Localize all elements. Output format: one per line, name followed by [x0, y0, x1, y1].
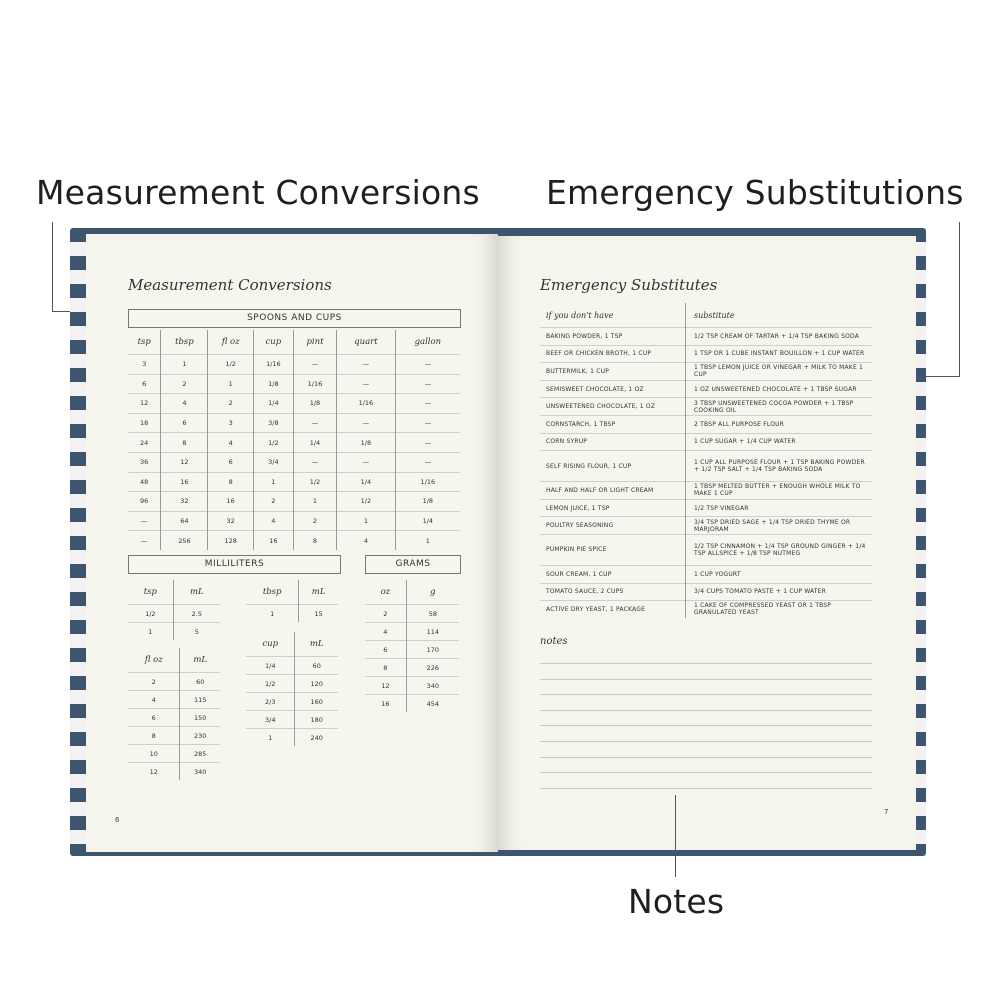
- table-cell: 8: [161, 433, 208, 453]
- right-page-number: 7: [884, 808, 889, 816]
- column-header: oz: [380, 587, 391, 597]
- table-row: [365, 641, 459, 659]
- table-cell: 2.5: [173, 605, 220, 623]
- table-cell: 1/16: [293, 374, 336, 394]
- table-row: [540, 517, 872, 535]
- grams-header: GRAMS: [365, 555, 461, 574]
- table-row: [128, 691, 220, 709]
- table-cell: 114: [406, 623, 459, 641]
- table-row: [128, 745, 220, 763]
- table-row: [540, 565, 872, 583]
- table-cell: —: [395, 433, 460, 453]
- table-cell: 24: [128, 433, 161, 453]
- table-row: [128, 673, 220, 691]
- table-cell: 180: [295, 711, 338, 729]
- table-cell: 16: [161, 472, 208, 492]
- column-header: tbsp: [262, 587, 282, 597]
- table-cell: 1: [253, 472, 293, 492]
- table-cell: 6: [365, 641, 406, 659]
- leader-line-left-vertical: [52, 222, 53, 312]
- table-row: [365, 605, 459, 623]
- column-header: tsp: [137, 337, 151, 347]
- milliliters-tsp-table: [128, 580, 220, 640]
- table-cell: 1/2 TSP CREAM OF TARTAR + 1/4 TSP BAKING SODA: [686, 328, 873, 346]
- table-cell: 5: [173, 623, 220, 641]
- table-cell: 6: [128, 374, 161, 394]
- column-header: cup: [253, 330, 293, 355]
- table-cell: 1/2: [293, 472, 336, 492]
- table-cell: 4: [253, 511, 293, 531]
- table-cell: 1/2: [246, 675, 295, 693]
- table-cell: 3/4 CUPS TOMATO PASTE + 1 CUP WATER: [686, 583, 873, 601]
- note-line: [540, 788, 872, 789]
- table-cell: 1/8: [395, 492, 460, 512]
- table-cell: 1: [128, 623, 173, 641]
- table-cell: 3/4 TSP DRIED SAGE + 1/4 TSP DRIED THYME OR MARJORAM: [686, 517, 873, 535]
- table-cell: 2/3: [246, 693, 295, 711]
- emergency-substitutes-table: [540, 303, 872, 618]
- table-cell: 1 CUP SUGAR + 1/4 CUP WATER: [686, 433, 873, 451]
- table-cell: 3/4: [253, 452, 293, 472]
- table-cell: SEMISWEET CHOCOLATE, 1 OZ: [540, 380, 686, 398]
- table-cell: 3/8: [253, 413, 293, 433]
- table-cell: 16: [253, 531, 293, 550]
- table-cell: 4: [161, 394, 208, 414]
- milliliters-cup-table: [246, 632, 338, 746]
- column-header: fl oz: [208, 330, 253, 355]
- table-cell: 1 CUP ALL PURPOSE FLOUR + 1 TSP BAKING POWDER + 1/2 TSP SALT + 1/4 TSP BAKING SODA: [686, 451, 873, 482]
- note-line: [540, 725, 872, 726]
- grams-table: [365, 580, 459, 712]
- table-cell: 1 TSP OR 1 CUBE INSTANT BOUILLON + 1 CUP WATER: [686, 345, 873, 363]
- notes-label: notes: [540, 636, 568, 647]
- table-row: [128, 433, 460, 453]
- table-row: [540, 380, 872, 398]
- table-cell: —: [128, 531, 161, 550]
- table-row: [128, 472, 460, 492]
- note-line: [540, 663, 872, 664]
- column-header: mL: [173, 580, 220, 605]
- table-cell: 8: [208, 472, 253, 492]
- table-cell: 2: [293, 511, 336, 531]
- table-cell: —: [337, 413, 396, 433]
- table-cell: 150: [180, 709, 220, 727]
- table-row: [540, 363, 872, 381]
- column-header: tsp: [143, 587, 157, 597]
- note-line: [540, 757, 872, 758]
- table-cell: —: [337, 452, 396, 472]
- table-cell: PUMPKIN PIE SPICE: [540, 534, 686, 565]
- column-header: gallon: [395, 330, 460, 355]
- table-cell: 16: [365, 695, 406, 713]
- milliliters-tbsp-table: [246, 580, 338, 622]
- table-cell: 1: [337, 511, 396, 531]
- table-row: [246, 657, 338, 675]
- callout-measurement-conversions: Measurement Conversions: [36, 173, 480, 212]
- table-cell: CORN SYRUP: [540, 433, 686, 451]
- table-cell: 1/4: [293, 433, 336, 453]
- table-row: [128, 531, 460, 550]
- table-cell: 1/2: [337, 492, 396, 512]
- table-row: [540, 583, 872, 601]
- table-cell: SOUR CREAM, 1 CUP: [540, 565, 686, 583]
- table-row: [128, 452, 460, 472]
- table-cell: 4: [128, 691, 180, 709]
- table-cell: 1/4: [253, 394, 293, 414]
- table-cell: 4: [337, 531, 396, 550]
- column-header: mL: [180, 648, 220, 673]
- column-header: g: [406, 580, 459, 605]
- table-cell: CORNSTARCH, 1 TBSP: [540, 415, 686, 433]
- table-cell: 4: [365, 623, 406, 641]
- table-cell: 3: [128, 355, 161, 375]
- table-cell: 1 CAKE OF COMPRESSED YEAST OR 1 TBSP GRANULATED YEAST: [686, 601, 873, 618]
- note-line: [540, 694, 872, 695]
- table-row: [128, 763, 220, 781]
- leader-line-right-vertical: [959, 222, 960, 377]
- table-cell: 15: [299, 605, 338, 623]
- table-row: [128, 355, 460, 375]
- table-cell: 160: [295, 693, 338, 711]
- table-cell: 3 TBSP UNSWEETENED COCOA POWDER + 1 TBSP COOKING OIL: [686, 398, 873, 416]
- table-cell: 60: [295, 657, 338, 675]
- table-row: [540, 534, 872, 565]
- table-cell: 2: [161, 374, 208, 394]
- table-cell: 2: [365, 605, 406, 623]
- table-cell: 1: [246, 605, 299, 623]
- milliliters-header: MILLILITERS: [128, 555, 341, 574]
- table-cell: 128: [208, 531, 253, 550]
- table-row: [365, 695, 459, 713]
- table-cell: 1/16: [395, 472, 460, 492]
- table-cell: 1/8: [337, 433, 396, 453]
- table-cell: 1: [293, 492, 336, 512]
- table-cell: 120: [295, 675, 338, 693]
- table-cell: —: [395, 374, 460, 394]
- table-cell: 1: [395, 531, 460, 550]
- table-cell: 1/8: [293, 394, 336, 414]
- table-cell: 10: [128, 745, 180, 763]
- note-line: [540, 710, 872, 711]
- table-cell: —: [395, 355, 460, 375]
- table-row: [128, 511, 460, 531]
- table-row: [246, 693, 338, 711]
- table-cell: 340: [180, 763, 220, 781]
- table-row: [540, 482, 872, 500]
- callout-notes: Notes: [628, 882, 725, 921]
- note-line: [540, 772, 872, 773]
- table-row: [128, 492, 460, 512]
- table-cell: 1/16: [253, 355, 293, 375]
- table-row: [540, 601, 872, 618]
- table-row: [540, 451, 872, 482]
- table-cell: 115: [180, 691, 220, 709]
- table-cell: 454: [406, 695, 459, 713]
- column-header: tbsp: [161, 330, 208, 355]
- column-header: fl oz: [144, 655, 163, 665]
- table-cell: —: [337, 355, 396, 375]
- table-cell: —: [293, 355, 336, 375]
- table-cell: SELF RISING FLOUR, 1 CUP: [540, 451, 686, 482]
- table-cell: 8: [293, 531, 336, 550]
- table-cell: 1/2 TSP VINEGAR: [686, 499, 873, 517]
- table-row: [540, 398, 872, 416]
- spoons-and-cups-table: [128, 330, 460, 550]
- table-cell: BAKING POWDER, 1 TSP: [540, 328, 686, 346]
- table-cell: 8: [128, 727, 180, 745]
- column-header: mL: [299, 580, 338, 605]
- table-row: [246, 675, 338, 693]
- table-cell: 1/2: [253, 433, 293, 453]
- table-row: [540, 415, 872, 433]
- table-cell: 1: [246, 729, 295, 747]
- table-cell: 48: [128, 472, 161, 492]
- table-cell: —: [293, 452, 336, 472]
- table-cell: —: [128, 511, 161, 531]
- table-cell: 36: [128, 452, 161, 472]
- table-cell: UNSWEETENED CHOCOLATE, 1 OZ: [540, 398, 686, 416]
- column-header: mL: [295, 632, 338, 657]
- table-cell: —: [395, 452, 460, 472]
- table-cell: —: [395, 413, 460, 433]
- table-cell: 1 TBSP LEMON JUICE OR VINEGAR + MILK TO MAKE 1 CUP: [686, 363, 873, 381]
- table-cell: 1 OZ UNSWEETENED CHOCOLATE + 1 TBSP SUGAR: [686, 380, 873, 398]
- table-cell: —: [395, 394, 460, 414]
- callout-emergency-substitutions: Emergency Substitutions: [546, 173, 964, 212]
- table-cell: 6: [128, 709, 180, 727]
- table-cell: 3/4: [246, 711, 295, 729]
- table-cell: 1/2 TSP CINNAMON + 1/4 TSP GROUND GINGER + 1/4 TSP ALLSPICE + 1/8 TSP NUTMEG: [686, 534, 873, 565]
- table-cell: 6: [161, 413, 208, 433]
- table-cell: HALF AND HALF OR LIGHT CREAM: [540, 482, 686, 500]
- table-cell: TOMATO SAUCE, 2 CUPS: [540, 583, 686, 601]
- table-cell: 2: [128, 673, 180, 691]
- table-cell: 1: [208, 374, 253, 394]
- table-cell: 1/4: [246, 657, 295, 675]
- table-row: [365, 677, 459, 695]
- table-cell: 1 CUP YOGURT: [686, 565, 873, 583]
- table-cell: 1/4: [395, 511, 460, 531]
- table-cell: BUTTERMILK, 1 CUP: [540, 363, 686, 381]
- table-cell: 2: [253, 492, 293, 512]
- table-row: [540, 499, 872, 517]
- table-cell: POULTRY SEASONING: [540, 517, 686, 535]
- table-cell: LEMON JUICE, 1 TSP: [540, 499, 686, 517]
- table-cell: BEEF OR CHICKEN BROTH, 1 CUP: [540, 345, 686, 363]
- table-cell: 32: [208, 511, 253, 531]
- column-header: if you don't have: [546, 310, 614, 320]
- column-header: pint: [293, 330, 336, 355]
- spoons-and-cups-header: SPOONS AND CUPS: [128, 309, 461, 328]
- table-cell: 12: [161, 452, 208, 472]
- table-row: [128, 374, 460, 394]
- table-cell: 12: [128, 394, 161, 414]
- table-row: [540, 433, 872, 451]
- table-row: [128, 727, 220, 745]
- table-cell: 6: [208, 452, 253, 472]
- table-cell: 96: [128, 492, 161, 512]
- note-line: [540, 679, 872, 680]
- column-header: quart: [337, 330, 396, 355]
- table-cell: 12: [365, 677, 406, 695]
- table-cell: 3: [208, 413, 253, 433]
- table-cell: 240: [295, 729, 338, 747]
- table-cell: 1/2: [208, 355, 253, 375]
- table-cell: ACTIVE DRY YEAST, 1 PACKAGE: [540, 601, 686, 618]
- right-page-title: Emergency Substitutes: [540, 276, 718, 294]
- table-cell: 32: [161, 492, 208, 512]
- table-cell: 2: [208, 394, 253, 414]
- table-cell: 1: [161, 355, 208, 375]
- table-cell: 1/16: [337, 394, 396, 414]
- table-cell: 256: [161, 531, 208, 550]
- table-cell: 58: [406, 605, 459, 623]
- table-cell: 12: [128, 763, 180, 781]
- table-cell: 226: [406, 659, 459, 677]
- table-cell: 2 TBSP ALL PURPOSE FLOUR: [686, 415, 873, 433]
- table-cell: 1 TBSP MELTED BUTTER + ENOUGH WHOLE MILK TO MAKE 1 CUP: [686, 482, 873, 500]
- table-cell: 8: [365, 659, 406, 677]
- table-cell: 60: [180, 673, 220, 691]
- table-row: [128, 623, 220, 641]
- table-cell: 340: [406, 677, 459, 695]
- table-cell: 285: [180, 745, 220, 763]
- table-row: [540, 345, 872, 363]
- note-line: [540, 741, 872, 742]
- table-row: [128, 413, 460, 433]
- table-row: [540, 328, 872, 346]
- table-row: [365, 623, 459, 641]
- table-cell: 1/8: [253, 374, 293, 394]
- table-row: [128, 605, 220, 623]
- table-cell: 18: [128, 413, 161, 433]
- left-page-title: Measurement Conversions: [128, 276, 332, 294]
- column-header: cup: [262, 639, 279, 649]
- milliliters-floz-table: [128, 648, 220, 780]
- table-cell: 1/2: [128, 605, 173, 623]
- table-cell: 4: [208, 433, 253, 453]
- table-row: [128, 709, 220, 727]
- left-page-number: 6: [115, 816, 120, 824]
- table-row: [128, 394, 460, 414]
- table-cell: 230: [180, 727, 220, 745]
- leader-line-bottom-vertical: [675, 795, 676, 877]
- table-cell: —: [337, 374, 396, 394]
- table-cell: 170: [406, 641, 459, 659]
- table-row: [246, 605, 338, 623]
- table-row: [365, 659, 459, 677]
- table-cell: 16: [208, 492, 253, 512]
- table-row: [246, 711, 338, 729]
- table-cell: —: [293, 413, 336, 433]
- table-row: [246, 729, 338, 747]
- table-cell: 64: [161, 511, 208, 531]
- column-header: substitute: [686, 303, 873, 328]
- table-cell: 1/4: [337, 472, 396, 492]
